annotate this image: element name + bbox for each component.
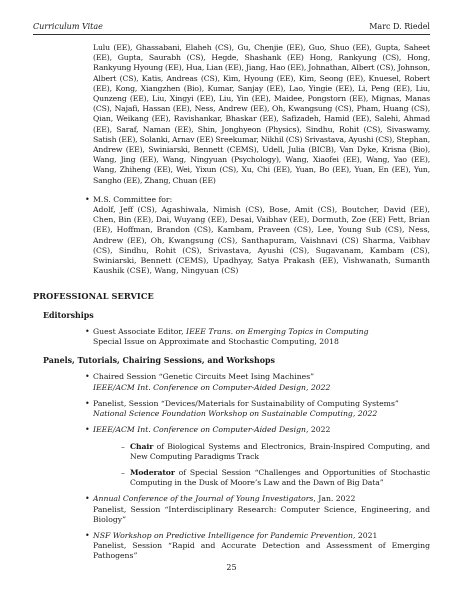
bullet-icon: •: [85, 398, 90, 408]
annual-conference-item: [33, 494, 430, 525]
ms-committee-names: Adolf, Jeff (CS), Agashiwala, Nimish (CS), Bose, Amit (CS), Boutcher, David (EE), Chen, Bin (EE), Dai, Wuyang (EE), Desai, Vaibhav (EE), Dormuth, Zoe (EE) Fett, Brian (EE), Hoffman, Brandon (CS), Kambam, Praveen (CS), Lee, Young Sub (CS), Ness, Andrew (EE), Oh, Kwangsung (CS), Santhapuram, Vaishnavi (CS) Sharma, Vaibhav (CS), Sindhu, Rohit (CS), Srivastava, Ayushi (CS), Sugavanam, Kambam (CS), Swiniarski, Bennett (CEMS), Upadhyay, Satya Prakash (EE), Vishwanath, Sumanth Kaushik (CSE), Wang, Ningyuan (CS): [93, 205, 430, 276]
panel-item-line2: IEEE/ACM Int. Conference on Computer-Aided Design, 2022: [93, 382, 331, 392]
ms-committee-item: [33, 195, 430, 277]
ms-committee-label: M.S. Committee for:: [93, 194, 173, 204]
panel-item: [33, 399, 430, 419]
page-body: [33, 43, 430, 562]
page-number: 25: [226, 563, 237, 572]
phd-committee-names: Lulu (EE), Ghassabani, Elaheh (CS), Gu, Chenjie (EE), Guo, Shuo (EE), Gupta, Saheet (EE), Gupta, Saurabh (CS), Hegde, Shashank (EE) Hong, Rankyung (CS), Hong, Rankyung Hyoung (EE), Hua, Lian (EE), Jiang, Hao (EE), Johnathan, Albert (CS), Johnson, Albert (CS), Katis, Andreas (CS), Kim, Hyoung (EE), Kim, Seong (EE), Knuesel, Robert (EE), Kong, Xiangzhen (Bio), Kumar, Sanjay (EE), Lao, Yingie (EE), Li, Peng (EE), Liu, Qunzeng (EE), Liu, Xingyi (EE), Liu, Yin (EE), Maidee, Pongstorn (EE), Mignas, Manas (CS), Najafi, Hassan (EE), Ness, Andrew (EE), Oh, Kwangsung (CS), Pham, Huang (CS), Qian, Weikang (EE), Ravishankar, Bhaskar (EE), Safizadeh, Hamid (EE), Salehi, Ahmad (EE), Saraf, Naman (EE), Shin, Jonghyeon (Physics), Sindhu, Rohit (CS), Sivaswamy, Satish (EE), Solanki, Arnav (EE) Sreekumar, Nikhil (CS) Srivastava, Ayushi (CS), Stephan, Andrew (EE), Swiniarski, Bennett (CEMS), Udell, Julia (BICB), Van Dyke, Krisna (Bio), Wang, Jing (EE), Wang, Ningyuan (Psychology), Wang, Xiaofei (EE), Wang, Yao (EE), Wang, Zhiheng (EE), Wei, Yixun (CS), Xu, Chi (EE), Yuan, Bo (EE), Yuan, En (EE), Yun, Sangho (EE), Zhang, Chuan (EE): [93, 43, 430, 185]
panel-item-line2: National Science Foundation Workshop on Sustainable Computing, 2022: [93, 409, 378, 419]
nsf-workshop-item: [33, 531, 430, 562]
role-text: of Biological Systems and Electronics, Brain-Inspired Computing, and New Computing Paradigms Track: [130, 441, 430, 461]
subsection-title-panels: Panels, Tutorials, Chairing Sessions, and Workshops: [43, 356, 275, 366]
annual-line1: Annual Conference of the Journal of Young Investigators, Jan. 2022: [93, 494, 356, 504]
bullet-icon: •: [85, 494, 90, 504]
role-text: of Special Session “Challenges and Opportunities of Stochastic Computing in the Dusk of Moore’s Law and the Dawn of Big Data”: [130, 467, 430, 488]
running-header: [33, 22, 430, 35]
iccad-sub-item: [33, 468, 430, 488]
iccad-sub-item: [33, 442, 430, 462]
nsf-line2: Panelist, Session “Rapid and Accurate Detection and Assessment of Emerging Pathogens”: [93, 541, 430, 561]
iccad-line1: IEEE/ACM Int. Conference on Computer-Aided Design, 2022: [93, 425, 331, 435]
dash-icon: –: [121, 441, 125, 451]
panel-item: [33, 372, 430, 392]
role-label: Chair: [130, 441, 154, 451]
header-right: Marc D. Riedel: [369, 22, 430, 31]
panel-item-line1: Panelist, Session “Devices/Materials for Sustainability of Computing Systems”: [93, 398, 399, 408]
role-label: Moderator: [130, 467, 175, 477]
bullet-icon: •: [85, 372, 90, 382]
editorship-line1: Guest Associate Editor, IEEE Trans. on Emerging Topics in Computing: [93, 326, 369, 336]
annual-line2: Panelist, Session “Interdisciplinary Research: Computer Science, Engineering, and Biology”: [93, 504, 430, 524]
bullet-icon: •: [85, 425, 90, 435]
bullet-icon: •: [85, 194, 90, 204]
editorship-item: [33, 327, 430, 347]
bullet-icon: •: [85, 530, 90, 540]
panel-item-line1: Chaired Session “Genetic Circuits Meet Ising Machines”: [93, 372, 315, 382]
editorship-line2: Special Issue on Approximate and Stochastic Computing, 2018: [93, 337, 339, 347]
subsection-title-editorships: Editorships: [43, 310, 94, 320]
dash-icon: –: [121, 467, 125, 477]
section-title-professional-service: PROFESSIONAL SERVICE: [33, 291, 154, 302]
nsf-line1: NSF Workshop on Predictive Intelligence for Pandemic Prevention, 2021: [93, 530, 378, 540]
iccad-item: [33, 425, 430, 435]
header-left: Curriculum Vitae: [33, 22, 103, 31]
bullet-icon: •: [85, 326, 90, 336]
